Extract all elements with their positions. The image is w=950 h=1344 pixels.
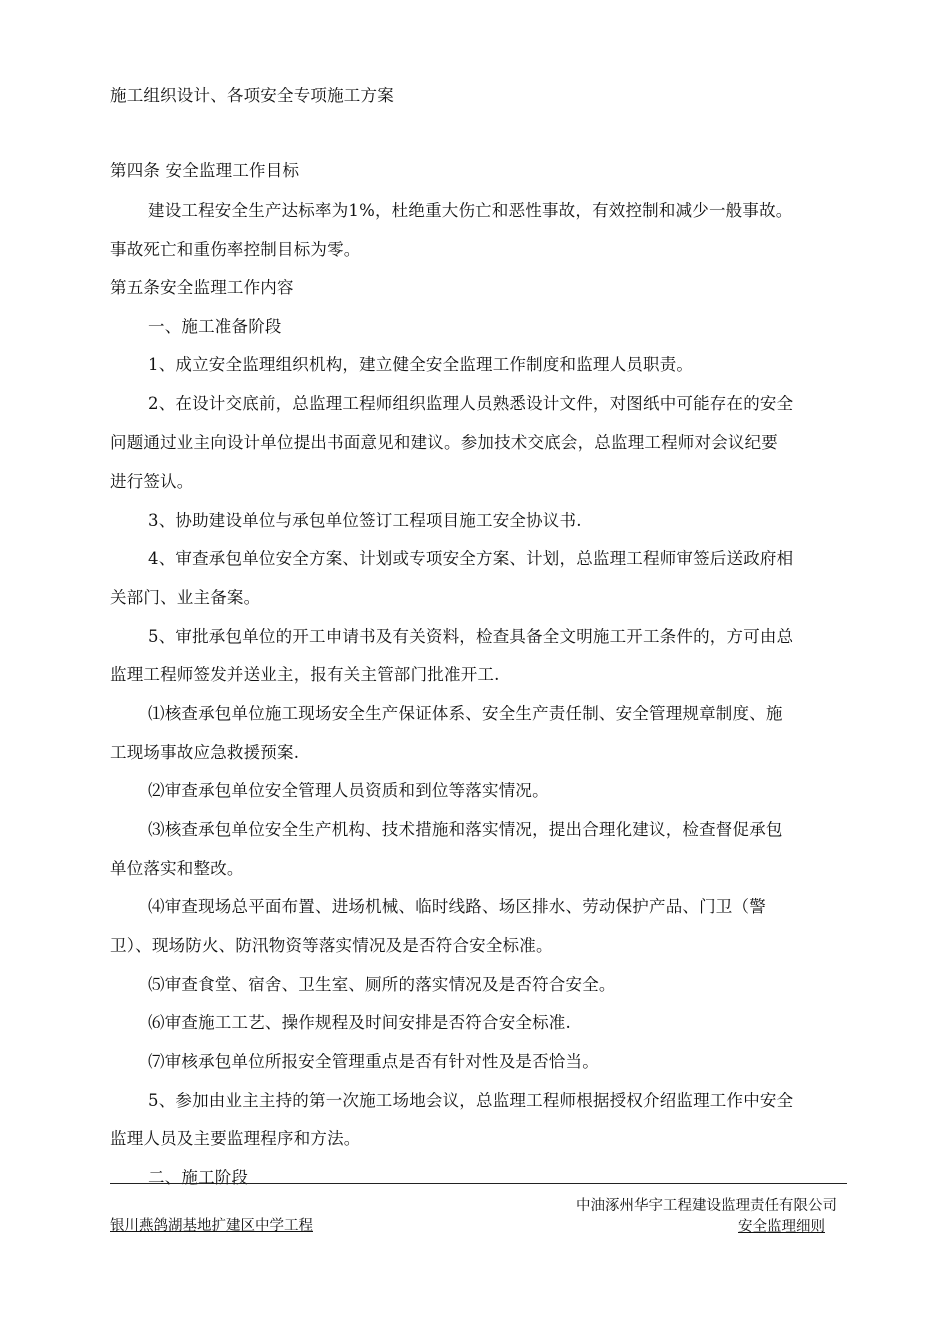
text-line: ⑷审查现场总平面布置、进场机械、临时线路、场区排水、劳动保护产品、门卫（警: [148, 897, 766, 916]
subsection-heading: 二、施工阶段: [148, 1168, 249, 1187]
text-line: 1、成立安全监理组织机构，建立健全安全监理工作制度和监理人员职责。: [148, 355, 694, 374]
text-line: ⑶核查承包单位安全生产机构、技术措施和落实情况，提出合理化建议，检查督促承包: [148, 820, 783, 839]
text-line: ⑵审查承包单位安全管理人员资质和到位等落实情况。: [148, 781, 549, 800]
section-heading: 第五条安全监理工作内容: [110, 278, 294, 297]
section-heading: 第四条 安全监理工作目标: [110, 161, 300, 180]
text-line: 3、协助建设单位与承包单位签订工程项目施工安全协议书.: [148, 511, 582, 530]
footer-company-name: 中油涿州华宇工程建设监理责任有限公司: [576, 1198, 837, 1214]
text-line: 监理人员及主要监理程序和方法。: [110, 1129, 361, 1148]
subsection-heading: 一、施工准备阶段: [148, 317, 282, 336]
text-line: 进行签认。: [110, 472, 194, 491]
text-line: 施工组织设计、各项安全专项施工方案: [110, 86, 394, 105]
text-line: 工现场事故应急救援预案.: [110, 743, 300, 762]
text-line: 5、参加由业主主持的第一次施工场地会议，总监理工程师根据授权介绍监理工作中安全: [148, 1091, 794, 1110]
text-line: ⑹审查施工工艺、操作规程及时间安排是否符合安全标准.: [148, 1013, 571, 1032]
text-line: 2、在设计交底前，总监理工程师组织监理人员熟悉设计文件，对图纸中可能存在的安全: [148, 394, 794, 413]
text-line: 5、审批承包单位的开工申请书及有关资料，检查具备全文明施工开工条件的，方可由总: [148, 627, 794, 646]
text-line: ⑺审核承包单位所报安全管理重点是否有针对性及是否恰当。: [148, 1052, 599, 1071]
text-line: 4、审查承包单位安全方案、计划或专项安全方案、计划，总监理工程师审签后送政府相: [148, 549, 794, 568]
footer-project-name: 银川燕鸽湖基地扩建区中学工程: [110, 1218, 313, 1234]
text-line: 问题通过业主向设计单位提出书面意见和建议。参加技术交底会，总监理工程师对会议纪要: [110, 433, 778, 452]
text-line: 卫）、现场防火、防汛物资等落实情况及是否符合安全标准。: [110, 936, 553, 955]
footer-document-title: 安全监理细则: [738, 1219, 825, 1235]
text-line: 关部门、业主备案。: [110, 588, 261, 607]
text-line: 事故死亡和重伤率控制目标为零。: [110, 240, 361, 259]
text-line: 单位落实和整改。: [110, 859, 244, 878]
text-line: ⑸审查食堂、宿舍、卫生室、厕所的落实情况及是否符合安全。: [148, 975, 616, 994]
footer-divider: [110, 1183, 847, 1184]
text-line: ⑴核查承包单位施工现场安全生产保证体系、安全生产责任制、安全管理规章制度、施: [148, 704, 783, 723]
text-line: 建设工程安全生产达标率为1%，杜绝重大伤亡和恶性事故，有效控制和减少一般事故。: [148, 201, 793, 220]
text-line: 监理工程师签发并送业主，报有关主管部门批准开工.: [110, 665, 500, 684]
